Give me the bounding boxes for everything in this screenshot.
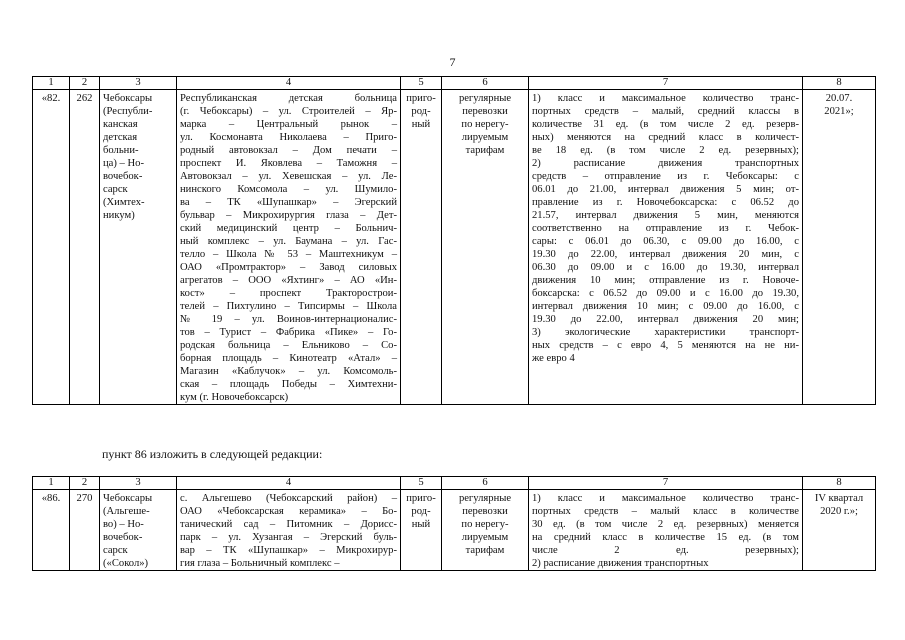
cell-line: Автовокзал – ул. Хевешская – ул. Ле- [180,171,397,182]
cell-line: 20.07. [825,93,853,104]
route-name [100,90,177,405]
table-row [33,490,876,571]
cell-line: перевозки [462,506,508,517]
cell-line: Чебоксары [103,93,153,104]
cell-line: сарск [103,184,128,195]
cell-line: по нерегу- [461,119,509,130]
cell-line: лируемым [461,132,509,143]
cell-line: ный [411,519,431,530]
header-cell: 4 [177,477,401,490]
cell-line: ский медицинский центр – Больнич- [180,223,397,234]
cell-line: IV квартал [814,493,864,504]
cell-line: числе 2 ед. резервных); [532,545,799,556]
effective-date [803,490,876,571]
routes-table-1 [32,76,876,405]
cell-line: 2) расписание движения транспортных [532,158,799,169]
cell-line: № 19 – ул. Воинов-интернационалис- [180,314,397,325]
cell-line: 21.57, интервал движения 5 мин, меняются [532,210,799,221]
cell-line: (Химтех- [103,197,145,208]
cell-line: во) – Но- [103,519,144,530]
cell-line: правление из г. Новочебоксарска: с 06.52 до [532,197,799,208]
header-cell: 1 [33,477,70,490]
cell-line: больни- [103,145,139,156]
cell-line: количестве 31 ед. (в том числе 2 ед. резерв- [532,119,799,130]
header-cell: 1 [33,77,70,90]
cell-line: род- [411,106,431,117]
changes-description [529,90,803,405]
cell-line: ца) – Но- [103,158,144,169]
cell-line: 2) расписание движения транспортных [532,558,709,569]
cell-line: тарифам [465,145,505,156]
route-index: «82. [33,90,70,405]
cell-line: регулярные [458,493,512,504]
cell-line: приго- [406,93,436,104]
cell-line: на средний класс в количестве 15 ед. (в том [532,532,799,543]
header-cell: 6 [442,77,529,90]
cell-line: ный [411,119,431,130]
changes-description [529,490,803,571]
transport-mode [442,490,529,571]
cell-line: перевозки [462,106,508,117]
cell-line: ва – ТК «Шупашкар» – Эгерский [180,197,397,208]
cell-line: движения 10 мин; отправление из г. Новоче- [532,275,799,286]
cell-line: лируемым [461,532,509,543]
cell-line: кост» – проспект Тракторострои- [180,288,397,299]
route-type [401,90,442,405]
header-cell: 8 [803,477,876,490]
cell-line: регулярные [458,93,512,104]
cell-line: интервал движения 10 мин; с 09.00 до 16.00, с [532,301,799,312]
cell-line: род- [411,506,431,517]
cell-line: бульвар – Микрохирургия глаза – Дет- [180,210,397,221]
header-cell: 3 [100,77,177,90]
header-cell: 3 [100,477,177,490]
cell-line: 1) класс и максимальное количество транс- [532,93,799,104]
header-cell: 7 [529,77,803,90]
cell-line: 06.30 до 09.00 и с 16.00 до 19.30, интервал [532,262,799,273]
route-number: 270 [70,490,100,571]
cell-line: проспект И. Яковлева – Таможня – [180,158,397,169]
cell-line: канская [103,119,138,130]
table-row [33,90,876,405]
cell-line: ный комплекс – ул. Баумана – ул. Гас- [180,236,397,247]
cell-line: приго- [406,493,436,504]
cell-line: 1) класс и максимальное количество транс- [532,493,799,504]
transport-mode [442,90,529,405]
cell-line: борная площадь – Кинотеатр «Атал» – [180,353,397,364]
header-cell: 8 [803,77,876,90]
route-number: 262 [70,90,100,405]
cell-line: с. Альгешево (Чебоксарский район) – [180,493,397,504]
cell-line: танический сад – Питомник – Дорисс- [180,519,397,530]
cell-line: портных средств – малый класс в количестве [532,506,799,517]
cell-line: тарифам [465,545,505,556]
cell-line: соответственно на отправление из г. Чебок- [532,223,799,234]
cell-line: ных) меняются на средний класс в количест- [532,132,799,143]
cell-line: кум (г. Новочебоксарск) [180,392,289,403]
cell-line: 2021»; [824,106,854,117]
cell-line: вочебок- [103,532,143,543]
cell-line: никум) [103,210,135,221]
header-cell: 7 [529,477,803,490]
cell-line: телло – Школа № 53 – Маштехникум – [180,249,397,260]
cell-line: телей – Пихтулино – Типсирмы – Школа [180,301,397,312]
cell-line: же евро 4 [532,353,575,364]
header-cell: 2 [70,77,100,90]
cell-line: тов – Турист – Фабрика «Пике» – Го- [180,327,397,338]
effective-date [803,90,876,405]
cell-line: сарск [103,545,128,556]
route-index: «86. [33,490,70,571]
header-cell: 5 [401,477,442,490]
cell-line: по нерегу- [461,519,509,530]
cell-line: ская – площадь Победы – Химтехни- [180,379,397,390]
cell-line: ОАО «Чебоксарская керамика» – Бо- [180,506,397,517]
cell-line: 3) экологические характеристики транспорт- [532,327,799,338]
cell-line: (Республи- [103,106,153,117]
table-header-row [33,77,876,90]
cell-line: ОАО «Промтрактор» – Завод силовых [180,262,397,273]
cell-line: (г. Чебоксары) – ул. Строителей – Яр- [180,106,397,117]
cell-line: (Альгеше- [103,506,150,517]
header-cell: 2 [70,477,100,490]
page-number: 7 [449,55,456,69]
cell-line: ул. Космонавта Николаева – Приго- [180,132,397,143]
cell-line: родный автовокзал – Дом печати – [180,145,397,156]
cell-line: нинского Комсомола – ул. Шумило- [180,184,397,195]
cell-line: вочебок- [103,171,143,182]
route-type [401,490,442,571]
cell-line: 19.30 до 22.00, интервал движения 20 мин; [532,314,799,325]
cell-line: 2020 г.»; [820,506,858,517]
cell-line: средств – отправление из г. Чебоксары: с [532,171,799,182]
cell-line: боксарска: с 06.52 до 09.00 и с 16.00 до 19.30, [532,288,799,299]
cell-line: 19.30 до 22.00, интервал движения 20 мин, с [532,249,799,260]
cell-line: родская больница – Ельниково – Со- [180,340,397,351]
cell-line: сары: с 06.01 до 06.30, с 09.00 до 16.00, с [532,236,799,247]
amendment-paragraph: пункт 86 изложить в следующей редакции: [102,447,323,461]
cell-line: («Сокол») [103,558,149,569]
cell-line: ве 18 ед. (в том числе 2 ед. резервных); [532,145,799,156]
route-stops [177,90,401,405]
header-cell: 6 [442,477,529,490]
cell-line: 06.01 до 21.00, интервал движения 5 мин; от- [532,184,799,195]
cell-line: Республиканская детская больница [180,93,397,104]
cell-line: детская [103,132,138,143]
cell-line: Магазин «Каблучок» – ул. Комсомоль- [180,366,397,377]
route-name [100,490,177,571]
cell-line: марка – Центральный рынок – [180,119,397,130]
routes-table-2 [32,476,876,571]
cell-line: агрегатов – ООО «Яхтинг» – АО «Ин- [180,275,397,286]
cell-line: гия глаза – Больничный комплекс – [180,558,340,569]
header-cell: 4 [177,77,401,90]
header-cell: 5 [401,77,442,90]
cell-line: портных средств – малый, средний классы в [532,106,799,117]
route-stops [177,490,401,571]
table-header-row [33,477,876,490]
cell-line: вар – ТК «Шупашкар» – Микрохирур- [180,545,397,556]
cell-line: Чебоксары [103,493,153,504]
cell-line: 30 ед. (в том числе 2 ед. резервных) меняется [532,519,799,530]
cell-line: парк – ул. Хузангая – Эгерский буль- [180,532,397,543]
cell-line: ных средств – с евро 4, 5 меняются на не ни- [532,340,799,351]
